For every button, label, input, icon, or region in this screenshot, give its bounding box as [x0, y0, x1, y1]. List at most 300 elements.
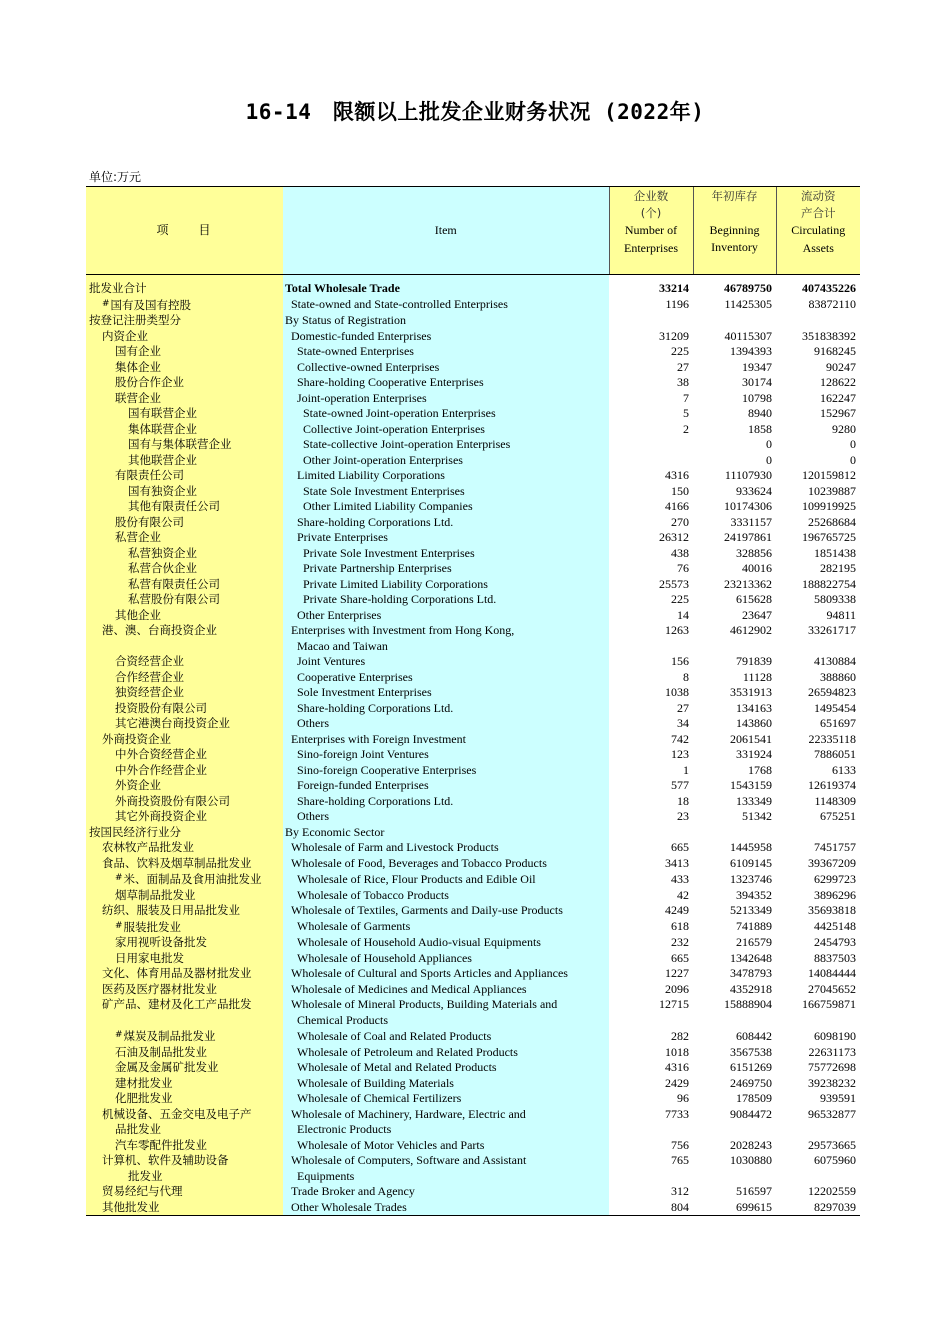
row-item-en: Foreign-funded Enterprises: [283, 778, 609, 794]
row-item-cn: 联营企业: [86, 391, 283, 407]
table-row: [86, 499, 860, 515]
row-item-en: State-owned Enterprises: [283, 344, 609, 360]
row-item-en: Other Wholesale Trades: [283, 1200, 609, 1216]
row-number-of-enterprises: 38: [677, 375, 689, 389]
table-row: [86, 809, 860, 825]
table-row: [86, 1184, 860, 1200]
row-circulating-assets: 388860: [820, 669, 856, 684]
row-circulating-assets: 12619374: [808, 778, 856, 792]
row-beginning-inventory: 11425305: [724, 297, 772, 311]
row-number-of-enterprises: 4316: [665, 468, 689, 482]
row-beginning-inventory: 143860: [736, 716, 772, 730]
row-number-of-enterprises: 42: [677, 887, 689, 902]
table-row: [86, 1045, 860, 1061]
row-item-cn: 国有联营企业: [86, 406, 283, 422]
row-item-en: Total Wholesale Trade: [283, 275, 609, 297]
row-item-cn: 批发业: [86, 1169, 283, 1185]
row-number-of-enterprises: 742: [671, 731, 689, 746]
row-item-cn: 计算机、软件及辅助设备: [86, 1153, 283, 1169]
row-item-en: Share-holding Cooperative Enterprises: [283, 375, 609, 391]
row-item-cn: 内资企业: [86, 329, 283, 345]
table-row: [86, 329, 860, 345]
row-number-of-enterprises: 31209: [659, 328, 689, 343]
table-row: [86, 982, 860, 998]
table-row: [86, 685, 860, 701]
row-beginning-inventory: 30174: [742, 375, 772, 389]
table-row: [86, 888, 860, 904]
table-row: [86, 903, 860, 919]
row-number-of-enterprises: [609, 453, 693, 469]
table-row: [86, 546, 860, 562]
row-number-of-enterprises: [609, 1013, 693, 1029]
row-number-of-enterprises: 4166: [665, 499, 689, 513]
row-beginning-inventory: 10174306: [724, 499, 772, 513]
row-number-of-enterprises: 225: [671, 344, 689, 358]
row-beginning-inventory: 1342648: [730, 950, 772, 965]
table-row: [86, 654, 860, 670]
row-beginning-inventory: [693, 639, 776, 655]
row-number-of-enterprises: 232: [671, 935, 689, 949]
row-item-cn: 集体联营企业: [86, 422, 283, 438]
row-item-cn: 医药及医疗器材批发业: [86, 982, 283, 998]
table-row: [86, 701, 860, 717]
row-number-of-enterprises: 27: [677, 700, 689, 715]
row-beginning-inventory: 15888904: [724, 997, 772, 1011]
row-circulating-assets: 0: [850, 452, 856, 467]
row-item-en: By Status of Registration: [283, 313, 609, 329]
row-item-en: Enterprises with Investment from Hong Kong,: [283, 623, 609, 639]
row-number-of-enterprises: 12715: [659, 997, 689, 1011]
row-number-of-enterprises: 438: [671, 545, 689, 560]
row-circulating-assets: 188822754: [802, 576, 856, 591]
row-item-cn: 其他联营企业: [86, 453, 283, 469]
table-row: [86, 515, 860, 531]
row-circulating-assets: 4425148: [814, 919, 856, 933]
table-body: [86, 275, 860, 1216]
row-circulating-assets: 33261717: [808, 623, 856, 637]
row-item-cn: 烟草制品批发业: [86, 888, 283, 904]
row-beginning-inventory: 178509: [736, 1091, 772, 1105]
row-item-cn: 品批发业: [86, 1122, 283, 1138]
row-beginning-inventory: 6151269: [730, 1060, 772, 1074]
row-beginning-inventory: 216579: [736, 935, 772, 949]
row-beginning-inventory: 23213362: [724, 576, 772, 591]
row-item-cn: 按国民经济行业分: [86, 825, 283, 841]
row-number-of-enterprises: 1196: [665, 297, 689, 311]
row-number-of-enterprises: [609, 825, 693, 841]
row-circulating-assets: 96532877: [808, 1106, 856, 1121]
row-circulating-assets: 25268684: [808, 514, 856, 529]
row-number-of-enterprises: [609, 639, 693, 655]
row-number-of-enterprises: 27: [677, 359, 689, 374]
table-row: [86, 623, 860, 639]
row-beginning-inventory: 4352918: [730, 981, 772, 996]
row-beginning-inventory: 933624: [736, 483, 772, 498]
header-col1-zh-1: 企业数: [633, 189, 669, 203]
table-row: [86, 484, 860, 500]
row-item-cn: 外商投资股份有限公司: [86, 794, 283, 810]
row-item-en: Wholesale of Machinery, Hardware, Electric and: [283, 1107, 609, 1123]
row-number-of-enterprises: 34: [677, 716, 689, 730]
table-row: [86, 1013, 860, 1029]
row-item-en: State Sole Investment Enterprises: [283, 484, 609, 500]
row-number-of-enterprises: 7: [683, 390, 689, 405]
row-beginning-inventory: 1394393: [730, 344, 772, 358]
row-number-of-enterprises: 25573: [659, 576, 689, 591]
row-item-cn: #煤炭及制品批发业: [86, 1028, 283, 1045]
table-row: [86, 608, 860, 624]
row-number-of-enterprises: 7733: [665, 1106, 689, 1121]
row-circulating-assets: [776, 1122, 860, 1138]
row-number-of-enterprises: 23: [677, 809, 689, 823]
table-row: [86, 297, 860, 314]
row-circulating-assets: 83872110: [808, 297, 856, 311]
row-circulating-assets: 7451757: [814, 840, 856, 854]
row-item-en: Private Partnership Enterprises: [283, 561, 609, 577]
row-item-en: Limited Liability Corporations: [283, 468, 609, 484]
row-item-en: Wholesale of Farm and Livestock Products: [283, 840, 609, 856]
row-item-cn: 国有企业: [86, 344, 283, 360]
row-circulating-assets: 29573665: [808, 1137, 856, 1152]
row-number-of-enterprises: [609, 1122, 693, 1138]
row-circulating-assets: 6299723: [814, 871, 856, 886]
row-item-en: Wholesale of Tobacco Products: [283, 888, 609, 904]
row-item-en: Domestic-funded Enterprises: [283, 329, 609, 345]
row-number-of-enterprises: 1227: [665, 966, 689, 980]
row-item-cn: 石油及制品批发业: [86, 1045, 283, 1061]
row-item-cn: 批发业合计: [86, 275, 283, 297]
row-number-of-enterprises: 312: [671, 1184, 689, 1198]
row-circulating-assets: 152967: [820, 406, 856, 420]
row-item-cn: #国有及国有控股: [86, 297, 283, 314]
row-number-of-enterprises: 2429: [665, 1075, 689, 1090]
row-beginning-inventory: 19347: [742, 359, 772, 374]
row-item-cn: #米、面制品及食用油批发业: [86, 871, 283, 888]
row-item-cn: 其他企业: [86, 608, 283, 624]
row-number-of-enterprises: [609, 1169, 693, 1185]
row-item-en: Wholesale of Cultural and Sports Articles and Appliances: [283, 966, 609, 982]
row-beginning-inventory: 615628: [736, 592, 772, 606]
row-item-en: Macao and Taiwan: [283, 639, 609, 655]
row-item-en: Wholesale of Metal and Related Products: [283, 1060, 609, 1076]
row-item-cn: 按登记注册类型分: [86, 313, 283, 329]
row-number-of-enterprises: 14: [677, 607, 689, 622]
row-item-cn: 股份有限公司: [86, 515, 283, 531]
financial-table: [86, 186, 860, 1216]
table-row: [86, 794, 860, 810]
header-col3-zh-1: 流动资: [801, 189, 836, 203]
row-item-cn: 独资经营企业: [86, 685, 283, 701]
row-item-en: Share-holding Corporations Ltd.: [283, 794, 609, 810]
row-number-of-enterprises: 665: [671, 840, 689, 854]
table-row: [86, 1153, 860, 1169]
row-number-of-enterprises: 1263: [665, 623, 689, 637]
row-circulating-assets: 166759871: [802, 997, 856, 1011]
row-beginning-inventory: 51342: [742, 809, 772, 823]
row-item-cn: 外商投资企业: [86, 732, 283, 748]
row-item-cn: [86, 639, 283, 655]
row-number-of-enterprises: 156: [671, 654, 689, 668]
table-row: [86, 422, 860, 438]
row-circulating-assets: [776, 1013, 860, 1029]
table-row: [86, 732, 860, 748]
row-item-en: Equipments: [283, 1169, 609, 1185]
row-item-en: State-collective Joint-operation Enterprises: [283, 437, 609, 453]
table-row: [86, 919, 860, 936]
row-item-cn: 纺织、服装及日用品批发业: [86, 903, 283, 919]
row-item-cn: 私营企业: [86, 530, 283, 546]
row-beginning-inventory: 8940: [748, 406, 772, 420]
row-item-en: Electronic Products: [283, 1122, 609, 1138]
row-item-en: Private Limited Liability Corporations: [283, 577, 609, 593]
row-circulating-assets: [776, 313, 860, 329]
row-beginning-inventory: 1030880: [730, 1153, 772, 1167]
row-item-en: Others: [283, 716, 609, 732]
row-number-of-enterprises: 26312: [659, 530, 689, 544]
row-item-cn: 机械设备、五金交电及电子产: [86, 1107, 283, 1123]
row-item-cn: 其它港澳台商投资企业: [86, 716, 283, 732]
row-circulating-assets: 675251: [820, 809, 856, 823]
row-number-of-enterprises: 765: [671, 1153, 689, 1167]
row-number-of-enterprises: 618: [671, 919, 689, 933]
row-beginning-inventory: 741889: [736, 919, 772, 933]
table-row: [86, 935, 860, 951]
row-item-en: Joint-operation Enterprises: [283, 391, 609, 407]
header-beginning-inventory: [693, 187, 776, 275]
row-number-of-enterprises: 18: [677, 793, 689, 808]
row-number-of-enterprises: 225: [671, 592, 689, 606]
row-item-en: Collective-owned Enterprises: [283, 360, 609, 376]
row-item-en: Wholesale of Motor Vehicles and Parts: [283, 1138, 609, 1154]
header-item-en: Item: [283, 187, 609, 275]
row-item-en: Wholesale of Rice, Flour Products and Edible Oil: [283, 871, 609, 888]
table-row: [86, 1200, 860, 1216]
row-number-of-enterprises: 282: [671, 1028, 689, 1043]
row-number-of-enterprises: 96: [677, 1091, 689, 1105]
row-circulating-assets: 407435226: [802, 281, 856, 295]
row-beginning-inventory: 1323746: [730, 871, 772, 886]
row-item-en: Wholesale of Petroleum and Related Products: [283, 1045, 609, 1061]
row-item-cn: 私营独资企业: [86, 546, 283, 562]
table-row: [86, 453, 860, 469]
row-beginning-inventory: 791839: [736, 654, 772, 668]
row-circulating-assets: 939591: [820, 1091, 856, 1105]
row-beginning-inventory: 2061541: [730, 731, 772, 746]
row-beginning-inventory: 1768: [748, 762, 772, 777]
table-row: [86, 1107, 860, 1123]
table-row: [86, 577, 860, 593]
table-row: [86, 1060, 860, 1076]
row-beginning-inventory: 2028243: [730, 1137, 772, 1152]
row-item-cn: 中外合资经营企业: [86, 747, 283, 763]
row-item-cn: 日用家电批发: [86, 951, 283, 967]
row-item-cn: 国有与集体联营企业: [86, 437, 283, 453]
row-circulating-assets: 22335118: [808, 731, 856, 746]
row-item-cn: 家用视听设备批发: [86, 935, 283, 951]
row-circulating-assets: 2454793: [814, 935, 856, 949]
row-circulating-assets: 39238232: [808, 1075, 856, 1090]
row-beginning-inventory: 5213349: [730, 903, 772, 917]
row-beginning-inventory: 46789750: [724, 281, 772, 295]
row-beginning-inventory: 6109145: [730, 855, 772, 870]
row-circulating-assets: 1148309: [814, 793, 856, 808]
row-item-en: State-owned and State-controlled Enterprises: [283, 297, 609, 314]
row-item-cn: 金属及金属矿批发业: [86, 1060, 283, 1076]
table-row: [86, 856, 860, 872]
row-item-cn: 汽车零配件批发业: [86, 1138, 283, 1154]
row-item-en: Wholesale of Chemical Fertilizers: [283, 1091, 609, 1107]
table-row: [86, 391, 860, 407]
row-number-of-enterprises: 1018: [665, 1044, 689, 1059]
row-circulating-assets: 9280: [832, 421, 856, 436]
row-number-of-enterprises: [609, 313, 693, 329]
table-row: [86, 437, 860, 453]
row-beginning-inventory: 40016: [742, 561, 772, 575]
row-circulating-assets: 162247: [820, 390, 856, 405]
table-row: [86, 313, 860, 329]
row-item-cn: 食品、饮料及烟草制品批发业: [86, 856, 283, 872]
row-item-cn: 外资企业: [86, 778, 283, 794]
row-beginning-inventory: [693, 825, 776, 841]
row-beginning-inventory: 0: [766, 452, 772, 467]
header-col2-en: Beginning Inventory: [709, 223, 760, 255]
table-row: [86, 966, 860, 982]
row-number-of-enterprises: 76: [677, 561, 689, 575]
row-circulating-assets: 26594823: [808, 685, 856, 699]
row-circulating-assets: 5809338: [814, 592, 856, 606]
row-number-of-enterprises: 4249: [665, 903, 689, 917]
header-col1-zh-2: (个): [640, 206, 662, 221]
row-circulating-assets: 109919925: [802, 499, 856, 513]
row-item-en: Wholesale of Coal and Related Products: [283, 1028, 609, 1045]
row-beginning-inventory: [693, 1013, 776, 1029]
row-circulating-assets: 7886051: [814, 747, 856, 761]
row-beginning-inventory: 4612902: [730, 623, 772, 637]
row-circulating-assets: 27045652: [808, 981, 856, 996]
row-item-cn: 其他批发业: [86, 1200, 283, 1216]
row-beginning-inventory: 331924: [736, 747, 772, 761]
row-circulating-assets: 22631173: [808, 1044, 856, 1059]
row-number-of-enterprises: 1: [683, 762, 689, 777]
row-item-cn: 股份合作企业: [86, 375, 283, 391]
row-beginning-inventory: 11107930: [724, 468, 772, 482]
table-row: [86, 406, 860, 422]
row-number-of-enterprises: 8: [683, 669, 689, 684]
row-circulating-assets: 9168245: [814, 344, 856, 358]
row-number-of-enterprises: 270: [671, 514, 689, 529]
row-beginning-inventory: 3531913: [730, 685, 772, 699]
row-circulating-assets: 8297039: [776, 1200, 860, 1216]
row-beginning-inventory: 516597: [736, 1184, 772, 1198]
row-item-en: Sino-foreign Joint Ventures: [283, 747, 609, 763]
row-number-of-enterprises: [609, 437, 693, 453]
row-circulating-assets: 0: [850, 437, 856, 451]
row-circulating-assets: 128622: [820, 375, 856, 389]
row-item-en: Sino-foreign Cooperative Enterprises: [283, 763, 609, 779]
row-circulating-assets: 8837503: [814, 950, 856, 965]
row-item-en: Enterprises with Foreign Investment: [283, 732, 609, 748]
row-item-en: State-owned Joint-operation Enterprises: [283, 406, 609, 422]
row-item-en: Wholesale of Building Materials: [283, 1076, 609, 1092]
row-item-en: Wholesale of Household Audio-visual Equipments: [283, 935, 609, 951]
row-beginning-inventory: 24197861: [724, 530, 772, 544]
table-row: [86, 840, 860, 856]
row-item-cn: 集体企业: [86, 360, 283, 376]
row-item-en: Other Limited Liability Companies: [283, 499, 609, 515]
row-item-en: By Economic Sector: [283, 825, 609, 841]
header-col3-en: Circulating Assets: [791, 223, 846, 255]
row-circulating-assets: [776, 825, 860, 841]
page-title: 16-14 限额以上批发企业财务状况 (2022年): [245, 100, 705, 124]
row-beginning-inventory: 394352: [736, 887, 772, 902]
row-circulating-assets: 120159812: [802, 468, 856, 482]
row-beginning-inventory: 699615: [693, 1200, 776, 1216]
table-row: [86, 561, 860, 577]
row-item-en: Collective Joint-operation Enterprises: [283, 422, 609, 438]
row-item-en: Share-holding Corporations Ltd.: [283, 515, 609, 531]
row-number-of-enterprises: 33214: [659, 281, 689, 295]
row-circulating-assets: 282195: [820, 561, 856, 575]
row-item-en: Wholesale of Computers, Software and Assistant: [283, 1153, 609, 1169]
row-circulating-assets: 75772698: [808, 1060, 856, 1074]
row-item-en: Private Share-holding Corporations Ltd.: [283, 592, 609, 608]
header-col1-en: Number of Enterprises: [624, 223, 678, 255]
table-row: [86, 375, 860, 391]
table-row: [86, 360, 860, 376]
row-number-of-enterprises: 3413: [665, 855, 689, 870]
row-beginning-inventory: 1543159: [730, 778, 772, 792]
table-row: [86, 468, 860, 484]
row-item-en: Private Sole Investment Enterprises: [283, 546, 609, 562]
row-circulating-assets: 14084444: [808, 966, 856, 980]
row-circulating-assets: 94811: [826, 607, 856, 622]
row-number-of-enterprises: 150: [671, 483, 689, 498]
table-row: [86, 1169, 860, 1185]
table-row: [86, 1076, 860, 1092]
table-row: [86, 871, 860, 888]
row-item-cn: 中外合作经营企业: [86, 763, 283, 779]
row-circulating-assets: 196765725: [802, 530, 856, 544]
row-item-en: Chemical Products: [283, 1013, 609, 1029]
row-item-cn: 其他有限责任公司: [86, 499, 283, 515]
row-item-en: Others: [283, 809, 609, 825]
row-beginning-inventory: 10798: [742, 390, 772, 405]
row-item-cn: 合作经营企业: [86, 670, 283, 686]
row-item-en: Wholesale of Medicines and Medical Appliances: [283, 982, 609, 998]
row-item-cn: 合资经营企业: [86, 654, 283, 670]
row-item-en: Other Enterprises: [283, 608, 609, 624]
row-item-cn: 贸易经纪与代理: [86, 1184, 283, 1200]
row-circulating-assets: 1495454: [814, 700, 856, 715]
row-circulating-assets: 12202559: [808, 1184, 856, 1198]
row-circulating-assets: [776, 1169, 860, 1185]
table-row: [86, 592, 860, 608]
row-item-en: Wholesale of Garments: [283, 919, 609, 936]
row-beginning-inventory: [693, 1169, 776, 1185]
row-item-cn: #服装批发业: [86, 919, 283, 936]
table-row: [86, 670, 860, 686]
table-row: [86, 997, 860, 1013]
row-circulating-assets: [776, 639, 860, 655]
row-item-en: Wholesale of Textiles, Garments and Daily-use Products: [283, 903, 609, 919]
header-circulating-assets: [776, 187, 860, 275]
row-beginning-inventory: 2469750: [730, 1075, 772, 1090]
row-number-of-enterprises: 665: [671, 950, 689, 965]
row-item-cn: 投资股份有限公司: [86, 701, 283, 717]
row-item-cn: 文化、体育用品及器材批发业: [86, 966, 283, 982]
row-beginning-inventory: 134163: [736, 700, 772, 715]
row-item-en: Cooperative Enterprises: [283, 670, 609, 686]
